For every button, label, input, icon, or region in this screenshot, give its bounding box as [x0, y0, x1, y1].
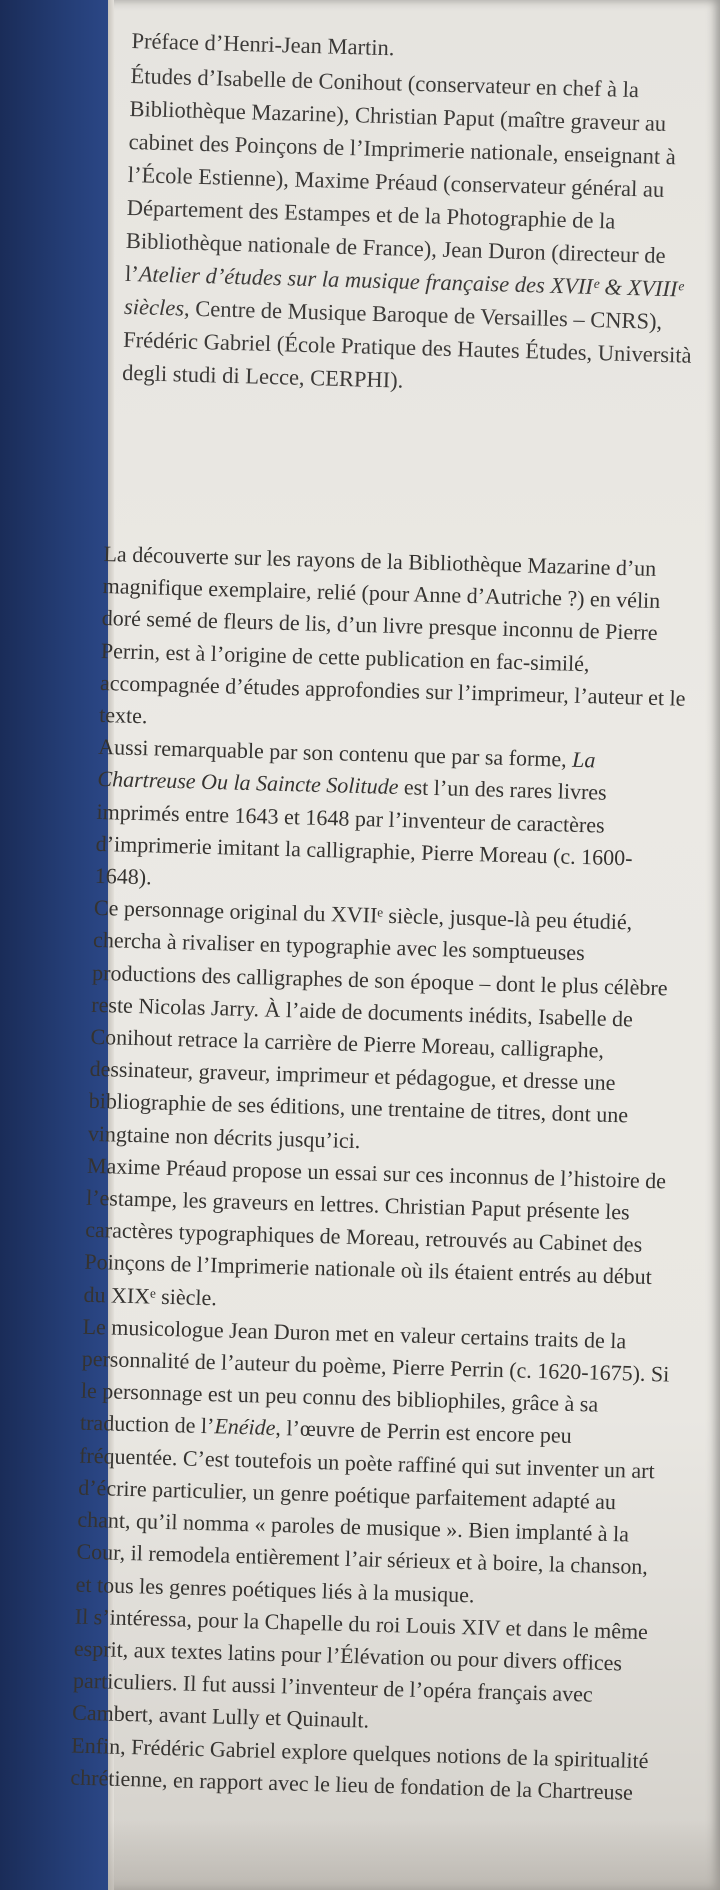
studies-text-end: , Centre de Musique Baroque de Versailles – CNRS), Frédéric Gabriel (École Pratique des Hautes Études, Università degli studi di Lecce, CERPHI).	[121, 295, 692, 393]
paragraph-chartreuse	[94, 731, 688, 908]
paragraph-duron-end: , l’œuvre de Perrin est encore peu fréquentée. C’est toutefois un poète raffiné qui sut inventer un art d’écrire particulier, un genre poétique parfaitement adapté au chant, qu’il nomma « paroles de musique ». Bien implanté à la Cour, il remodela entièrement l’air sérieux et à boire, la chanson, et tous les genres poétiques liés à la musique.	[75, 1415, 656, 1607]
paragraph-gabriel: Enfin, Frédéric Gabriel explore quelques notions de la spiritualité chrétienne, en rapport avec le lieu de fondation de la Chartreuse	[70, 1732, 649, 1805]
blurb-text	[70, 538, 694, 1809]
paragraph-chartreuse-end: est l’un des rares livres imprimés entre 1643 et 1648 par l’inventeur de caractères d’imprimerie imitant la calligraphie, Pierre Moreau (c. 1600-1648).	[94, 774, 633, 890]
paragraph-discovery: La découverte sur les rayons de la Bibliothèque Mazarine d’un magnifique exemplaire, relié (pour Anne d’Autriche ?) en vélin doré semé de fleurs de lis, d’un livre presque inconnu de Pierre Perrin, est à l’origine de cette publication en fac-similé, accompagnée d’études approfondies sur l’imprimeur, l’auteur et le texte.	[98, 540, 686, 729]
book-title: La Chartreuse Ou la Saincte Solitude	[97, 746, 596, 800]
paragraph-preaud: Maxime Préaud propose un essai sur ces inconnus de l’histoire de l’estampe, les graveurs en lettres. Christian Paput présente les caractères typographiques de Moreau, retrouvés au Cabinet des Poinçons de l’Imprimerie nationale où ils étaient entrés au début du XIXᵉ siècle.	[83, 1152, 667, 1310]
eneide-title: Enéide	[214, 1413, 276, 1441]
paragraph-chartreuse-start: Aussi remarquable par son contenu que par sa forme,	[98, 734, 573, 772]
atelier-title: Atelier d’études sur la musique française des XVIIᵉ & XVIIIᵉ siècles	[123, 261, 684, 321]
preface-credit: Préface d’Henri-Jean Martin.	[131, 27, 395, 61]
paragraph-moreau: Ce personnage original du XVIIᵉ siècle, jusque-là peu étudié, chercha à rivaliser en typographie avec les somptueuses productions des calligraphes de son époque – dont le plus célèbre reste Nicolas Jarry. À l’aide de documents inédits, Isabelle de Conihout retrace la carrière de Pierre Moreau, calligraphe, dessinateur, graveur, imprimeur et pédagogue, et dresse une bibliographie de ses éditions, une trentaine de titres, dont une vingtaine non décrits jusqu’ici.	[87, 895, 668, 1153]
paragraph-chapelle: Il s’intéressa, pour la Chapelle du roi Louis XIV et dans le même esprit, aux textes latins pour l’Élévation ou pour divers offices particuliers. Il fut aussi l’inventeur de l’opéra français avec Cambert, avant Lully et Quinault.	[71, 1603, 649, 1733]
studies-text: Études d’Isabelle de Conihout (conservateur en chef à la Bibliothèque Mazarine), Christian Paput (maître graveur au cabinet des Poinçons de l’Imprimerie nationale, enseignant à l’École Estienne), Maxime Préaud (conservateur général au Département des Estampes et de la Photographie de la Bibliothèque nationale de France), Jean Duron (directeur de l’	[124, 62, 677, 287]
credits-block	[122, 24, 707, 405]
studies-credit	[122, 59, 706, 405]
paragraph-duron	[75, 1311, 673, 1617]
paragraph-duron-start: Le musicologue Jean Duron met en valeur certains traits de la personnalité de l’auteur du poème, Pierre Perrin (c. 1620-1675). Si le personnage est un peu connu des bibliophiles, grâce à sa traduction de l’	[79, 1313, 670, 1439]
